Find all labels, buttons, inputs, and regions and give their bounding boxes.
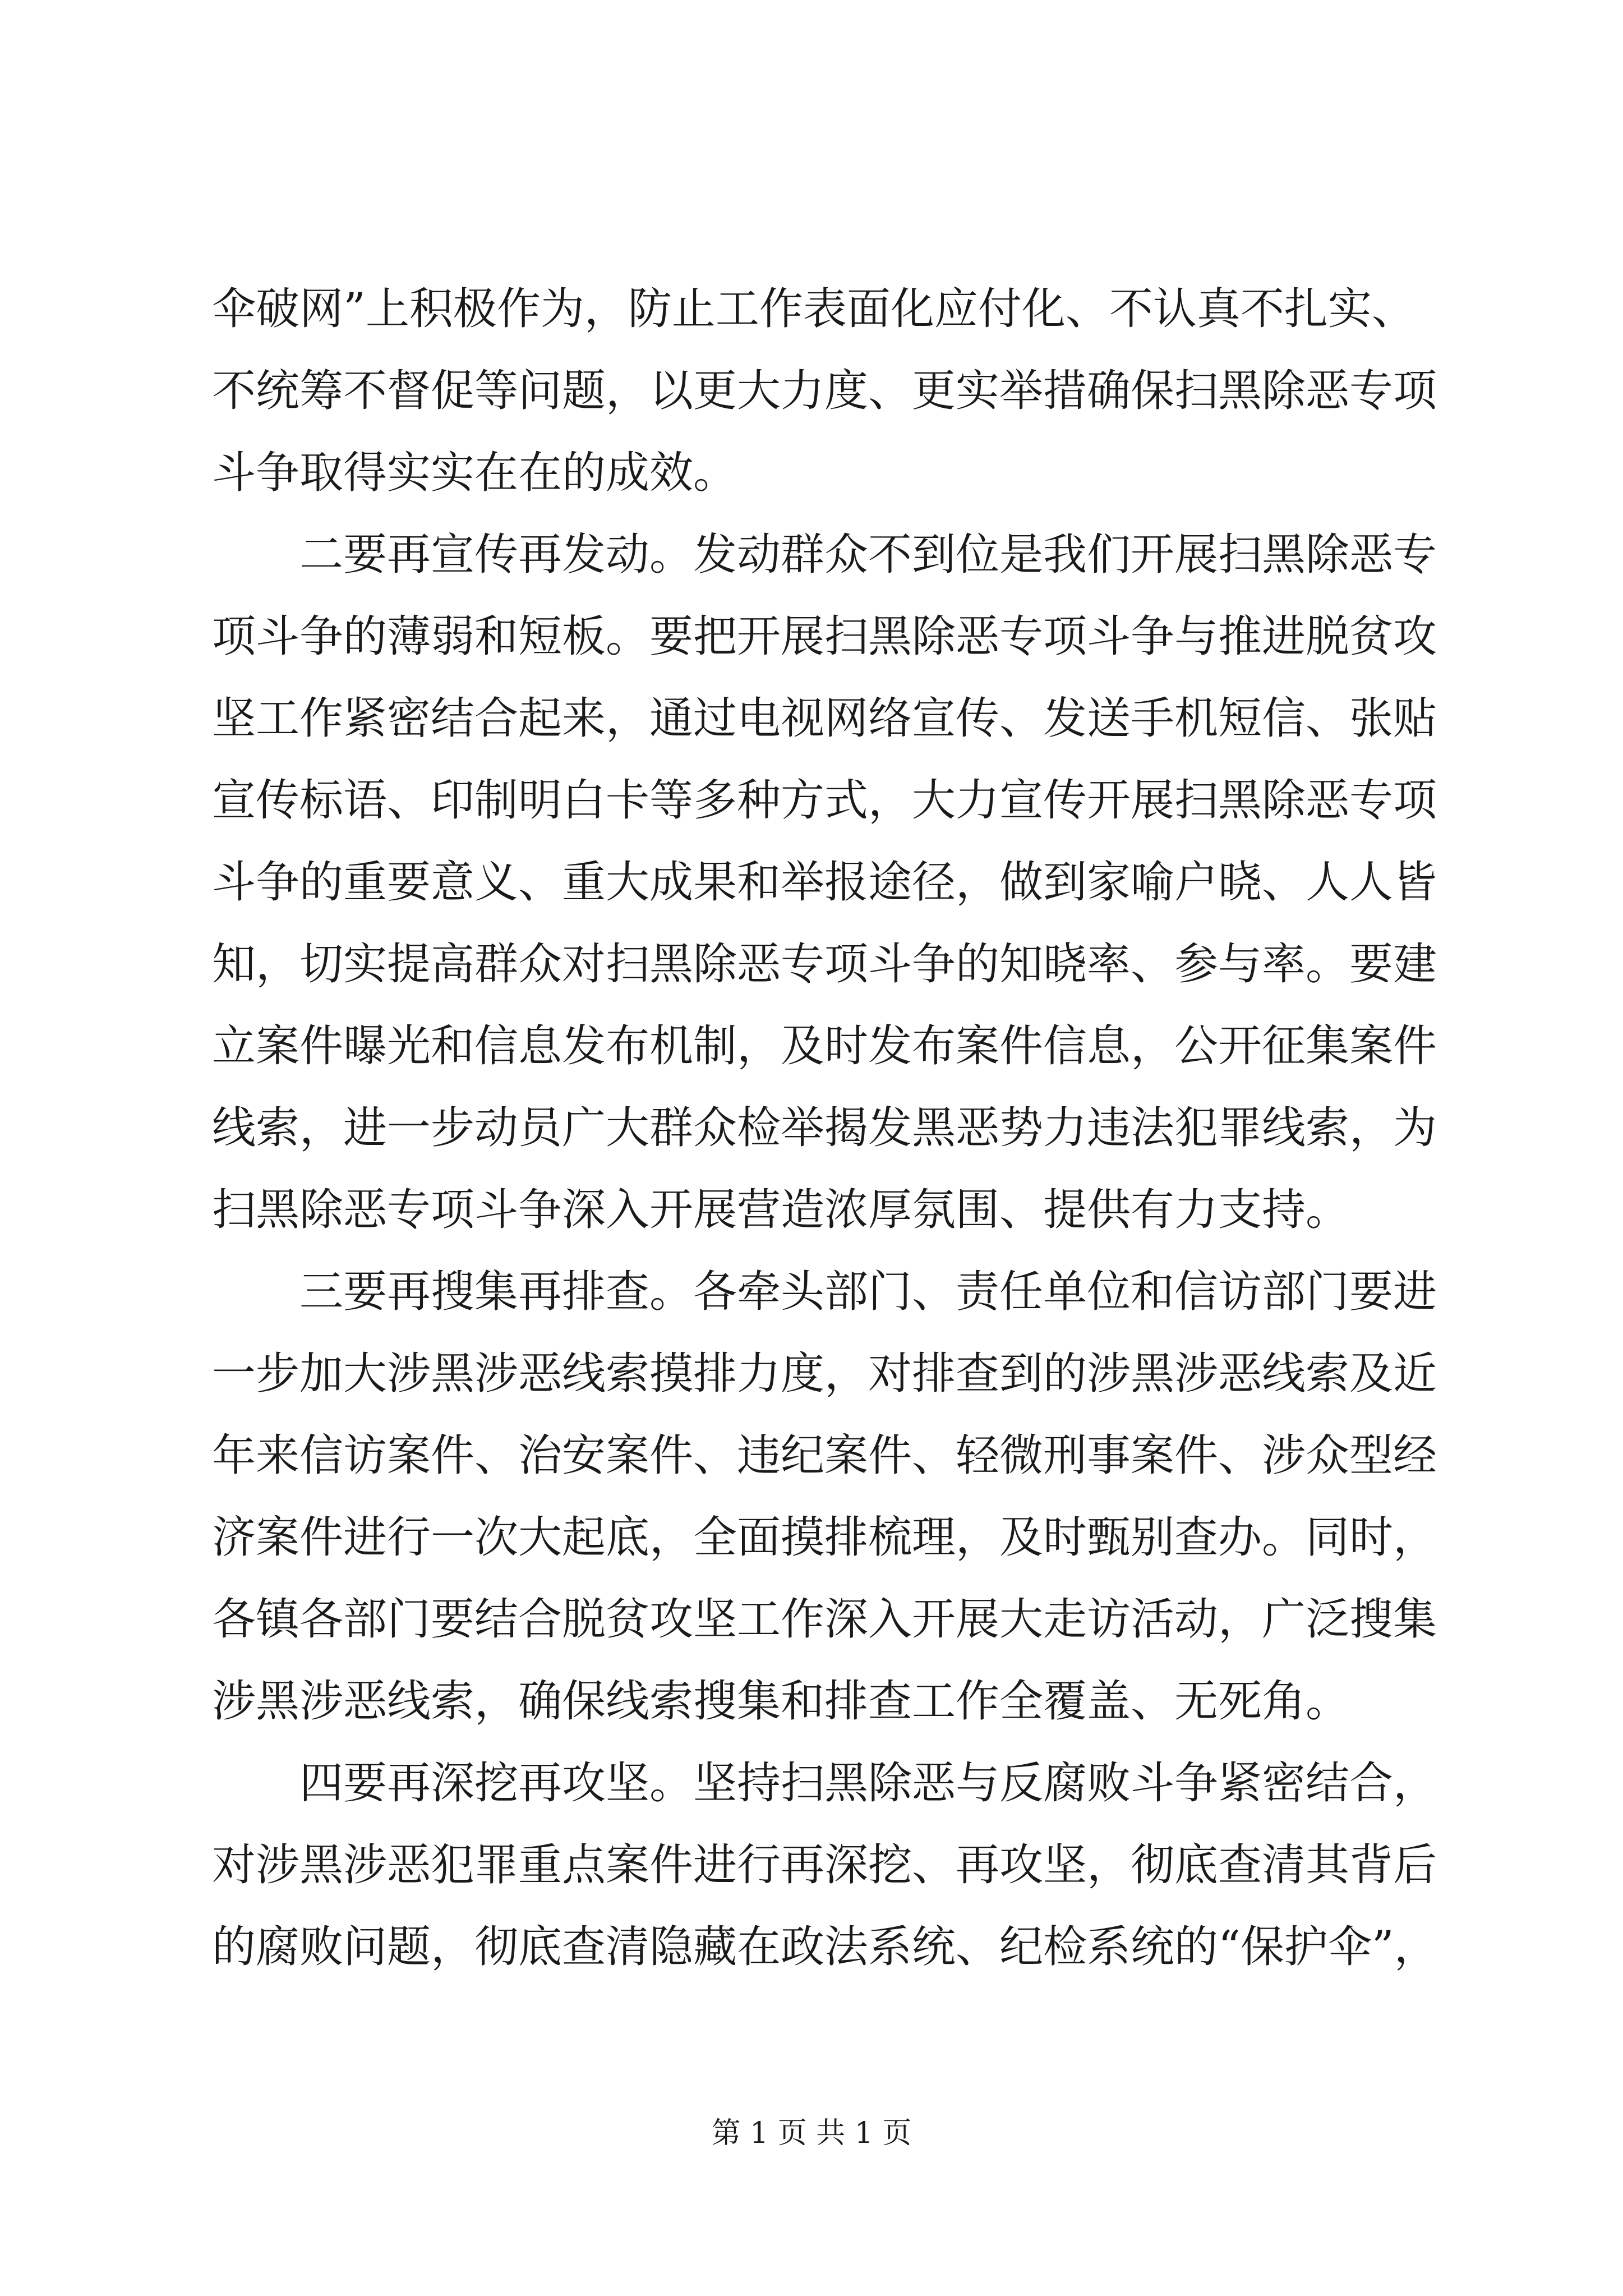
text-line: 坚工作紧密结合起来，通过电视网络宣传、发送手机短信、张贴 bbox=[212, 693, 1437, 744]
document-body bbox=[212, 268, 1438, 1988]
text-line: 线索，进一步动员广大群众检举揭发黑恶势力违法犯罪线索，为 bbox=[212, 1103, 1437, 1153]
text-line: 立案件曝光和信息发布机制，及时发布案件信息，公开征集案件 bbox=[212, 1021, 1437, 1071]
text-line: 项斗争的薄弱和短板。要把开展扫黑除恶专项斗争与推进脱贫攻 bbox=[212, 611, 1437, 662]
text-line: 三要再搜集再排查。各牵头部门、责任单位和信访部门要进 bbox=[212, 1267, 1437, 1317]
page-number-footer: 第 1 页 共 1 页 bbox=[711, 2116, 912, 2150]
text-line: 二要再宣传再发动。发动群众不到位是我们开展扫黑除恶专 bbox=[212, 530, 1437, 580]
text-line: 宣传标语、印制明白卡等多种方式，大力宣传开展扫黑除恶专项 bbox=[212, 775, 1437, 826]
text-line: 的腐败问题，彻底查清隐藏在政法系统、纪检系统的“保护伞”， bbox=[212, 1922, 1438, 1972]
text-line: 斗争的重要意义、重大成果和举报途径，做到家喻户晓、人人皆 bbox=[212, 857, 1437, 908]
text-line: 涉黑涉恶线索，确保线索搜集和排查工作全覆盖、无死角。 bbox=[212, 1676, 1350, 1727]
text-line: 对涉黑涉恶犯罪重点案件进行再深挖、再攻坚，彻底查清其背后 bbox=[212, 1840, 1437, 1890]
text-line: 各镇各部门要结合脱贫攻坚工作深入开展大走访活动，广泛搜集 bbox=[212, 1594, 1437, 1645]
text-line: 四要再深挖再攻坚。坚持扫黑除恶与反腐败斗争紧密结合， bbox=[212, 1758, 1437, 1809]
text-line: 斗争取得实实在在的成效。 bbox=[212, 448, 737, 498]
text-line: 不统筹不督促等问题，以更大力度、更实举措确保扫黑除恶专项 bbox=[212, 366, 1437, 416]
text-line: 知，切实提高群众对扫黑除恶专项斗争的知晓率、参与率。要建 bbox=[212, 939, 1437, 990]
text-line: 伞破网”上积极作为，防止工作表面化应付化、不认真不扎实、 bbox=[212, 284, 1415, 334]
text-line: 扫黑除恶专项斗争深入开展营造浓厚氛围、提供有力支持。 bbox=[212, 1185, 1350, 1235]
text-line: 济案件进行一次大起底，全面摸排梳理，及时甄别查办。同时， bbox=[212, 1512, 1437, 1563]
text-line: 一步加大涉黑涉恶线索摸排力度，对排查到的涉黑涉恶线索及近 bbox=[212, 1349, 1437, 1399]
text-line: 年来信访案件、治安案件、违纪案件、轻微刑事案件、涉众型经 bbox=[212, 1430, 1437, 1481]
